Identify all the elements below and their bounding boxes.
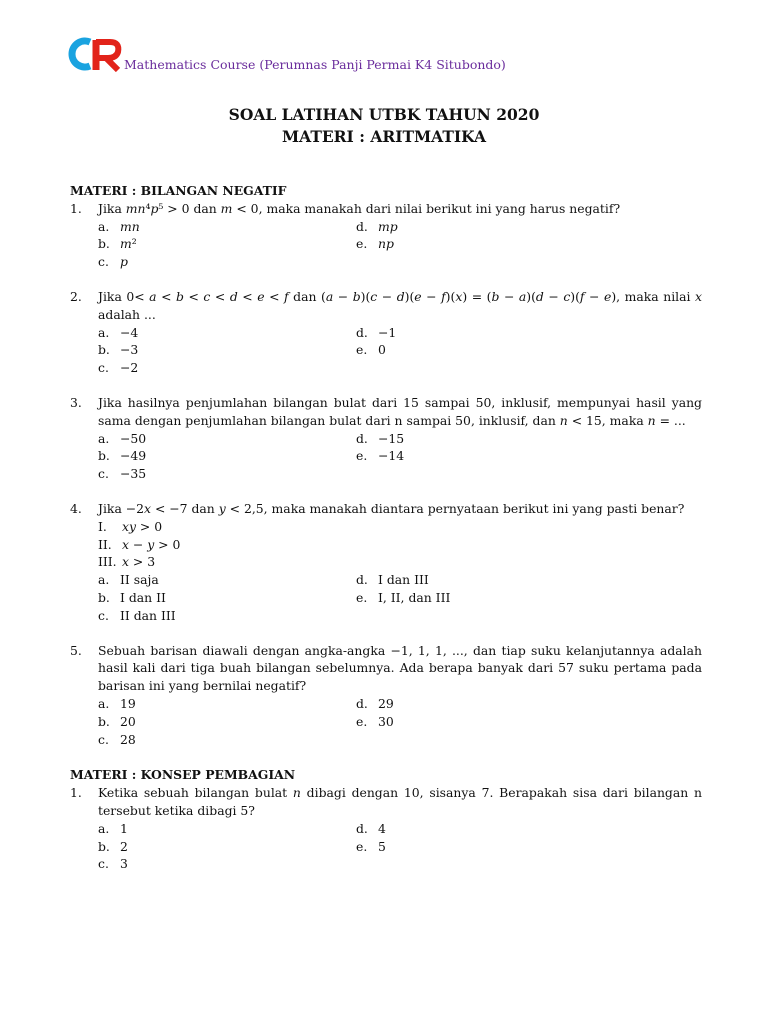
option: c. −35 xyxy=(98,466,147,482)
question xyxy=(70,500,702,518)
option: a. −4 xyxy=(98,324,139,340)
document-body xyxy=(70,182,702,873)
logo-digit: 7 xyxy=(108,45,115,56)
option: e. 0 xyxy=(356,342,386,358)
option: c. 𝑝 xyxy=(98,254,128,270)
option: d. −1 xyxy=(356,324,397,340)
question-number: 1. xyxy=(70,200,82,216)
answer-options xyxy=(98,218,702,271)
title-line-2: MATERI : ARITMATIKA xyxy=(281,127,486,146)
option: a. 𝑚𝑛 xyxy=(98,218,140,234)
question-number: 1. xyxy=(70,785,82,801)
option: e. I, II, dan III xyxy=(356,589,451,605)
question xyxy=(70,288,702,324)
option: a. II saja xyxy=(98,572,159,588)
option: c. 28 xyxy=(98,731,136,747)
question-text: Jika hasilnya penjumlahan bilangan bulat dari 15 sampai 50, inklusif, mempunyai hasil yang sama dengan penjumlahan bilangan bulat dari n sampai 50, inklusif, dan 𝑛 < 15, maka 𝑛 = ... xyxy=(98,394,702,428)
course-name: Mathematics Course (Perumnas Panji Permai K4 Situbondo) xyxy=(124,57,506,72)
option: e. 𝑛𝑝 xyxy=(356,236,394,252)
option: a. 19 xyxy=(98,695,136,711)
answer-options xyxy=(98,571,702,624)
title-line-1: SOAL LATIHAN UTBK TAHUN 2020 xyxy=(228,105,540,124)
question-text: Jika 𝑚𝑛⁴𝑝⁵ > 0 dan 𝑚 < 0, maka manakah dari nilai berikut ini yang harus negatif? xyxy=(98,200,621,216)
option: b. −3 xyxy=(98,342,139,358)
option: b. 𝑚² xyxy=(98,236,137,252)
section-heading: MATERI : BILANGAN NEGATIF xyxy=(70,183,287,198)
option: b. −49 xyxy=(98,448,147,464)
question-number: 5. xyxy=(70,642,82,658)
course-logo xyxy=(68,36,126,72)
option: e. 30 xyxy=(356,713,394,729)
page-header xyxy=(68,36,708,76)
question-number: 4. xyxy=(70,500,82,516)
statement: III. 𝑥 > 3 xyxy=(98,554,156,570)
question-text: Ketika sebuah bilangan bulat 𝑛 dibagi dengan 10, sisanya 7. Berapakah sisa dari bilangan n tersebut ketika dibagi 5? xyxy=(98,785,702,818)
statement: II. 𝑥 − 𝑦 > 0 xyxy=(98,536,181,552)
option: e. −14 xyxy=(356,448,405,464)
question xyxy=(70,784,702,820)
option: d. −15 xyxy=(356,430,405,446)
answer-options xyxy=(98,820,702,873)
question xyxy=(70,200,702,218)
option: e. 5 xyxy=(356,838,386,854)
question-text: Sebuah barisan diawali dengan angka-angka −1, 1, 1, ..., dan tiap suku kelanjutannya adalah hasil kali dari tiga buah bilangan sebelumnya. Ada berapa banyak dari 57 suku pertama pada barisan ini yang bernilai negatif? xyxy=(98,642,702,694)
option: b. I dan II xyxy=(98,589,166,605)
statement-list xyxy=(98,518,702,571)
question xyxy=(70,642,702,695)
section-heading: MATERI : KONSEP PEMBAGIAN xyxy=(70,767,296,783)
option: d. I dan III xyxy=(356,572,429,588)
question-number: 3. xyxy=(70,394,82,410)
option: b. 2 xyxy=(98,838,128,854)
option: c. −2 xyxy=(98,360,139,376)
answer-options xyxy=(98,324,702,377)
option: a. −50 xyxy=(98,430,147,446)
option: b. 20 xyxy=(98,713,136,729)
question-number: 2. xyxy=(70,288,82,304)
question xyxy=(70,394,702,430)
question-text: Jika 0< 𝑎 < 𝑏 < 𝑐 < 𝑑 < 𝑒 < 𝑓 dan (𝑎 − 𝑏)(𝑐 − 𝑑)(𝑒 − 𝑓)(𝑥) = (𝑏 − 𝑎)(𝑑 − 𝑐)(𝑓 − 𝑒), maka nilai 𝑥 adalah ... xyxy=(98,288,702,322)
option: c. II dan III xyxy=(98,607,176,623)
option: c. 3 xyxy=(98,856,128,872)
answer-options xyxy=(98,430,702,483)
option: d. 𝑚𝑝 xyxy=(356,218,398,234)
document-title xyxy=(0,104,768,148)
option: d. 4 xyxy=(356,820,386,836)
statement: I. 𝑥𝑦 > 0 xyxy=(98,518,163,534)
option: a. 1 xyxy=(98,820,128,836)
question-text: Jika −2𝑥 < −7 dan 𝑦 < 2,5, maka manakah diantara pernyataan berikut ini yang pasti benar? xyxy=(98,500,685,516)
option: d. 29 xyxy=(356,695,394,711)
answer-options xyxy=(98,695,702,748)
